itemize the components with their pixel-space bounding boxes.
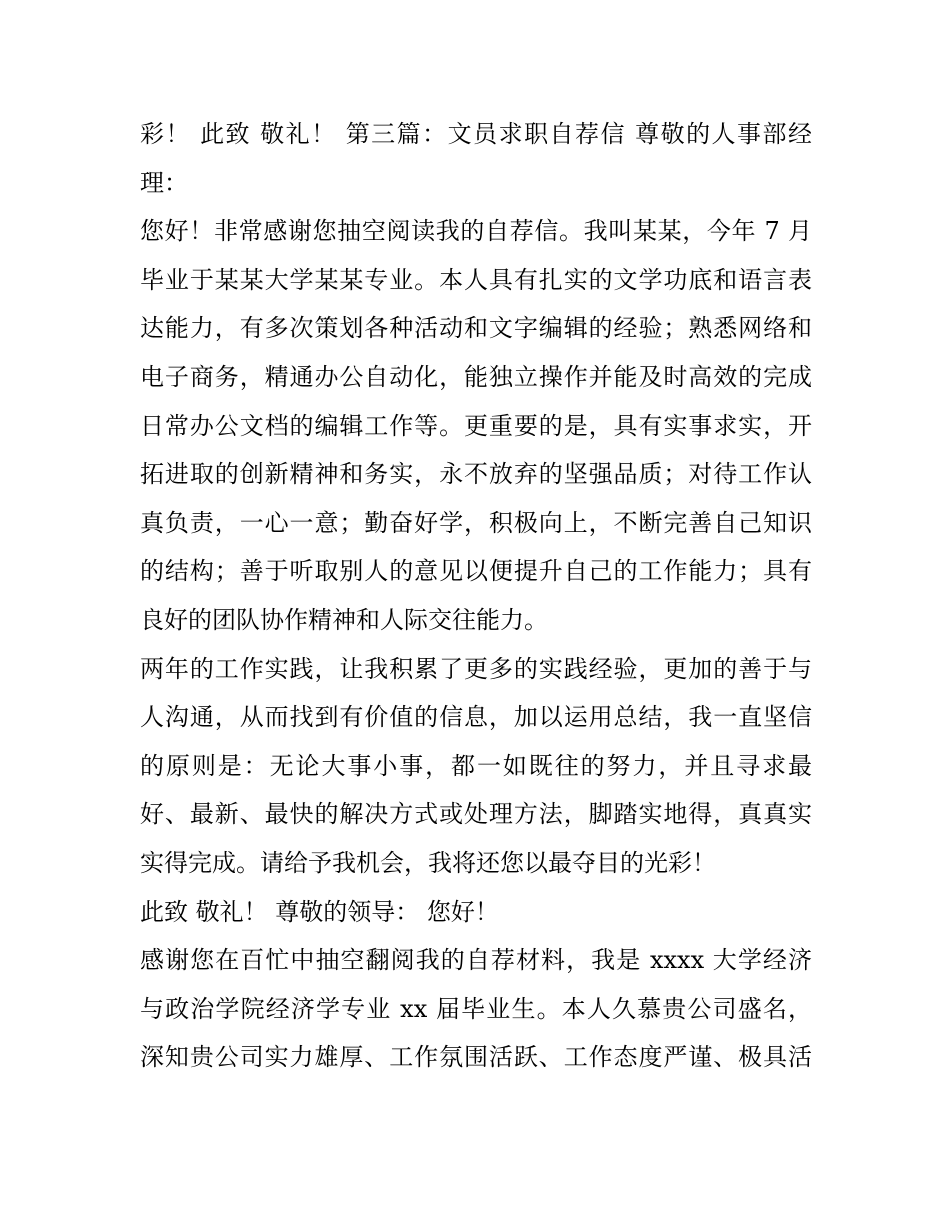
text-line: 实得完成。请给予我机会，我将还您以最夺目的光彩！ (140, 848, 716, 877)
text-line: 电子商务，精通办公自动化，能独立操作并能及时高效的完成 (140, 362, 812, 391)
text-line: 好、最新、最快的解决方式或处理方法，脚踏实地得，真真实 (140, 800, 812, 829)
text-line: 理： (140, 168, 188, 197)
text-line: 良好的团队协作精神和人际交往能力。 (140, 605, 548, 634)
text-line: 彩！ 此致 敬礼！ 第三篇：文员求职自荐信 尊敬的人事部经 (140, 120, 812, 148)
text-line: 感谢您在百忙中抽空翻阅我的自荐材料，我是 xxxx 大学经济 (140, 946, 812, 975)
text-line: 真负责，一心一意；勤奋好学，积极向上，不断完善自己知识 (140, 508, 812, 537)
document-body (140, 110, 812, 1082)
text-line: 与政治学院经济学专业 xx 届毕业生。本人久慕贵公司盛名， (140, 994, 812, 1023)
text-line: 达能力，有多次策划各种活动和文字编辑的经验；熟悉网络和 (140, 314, 812, 343)
text-line: 毕业于某某大学某某专业。本人具有扎实的文学功底和语言表 (140, 265, 812, 294)
text-line: 人沟通，从而找到有价值的信息，加以运用总结，我一直坚信 (140, 703, 812, 732)
text-line: 深知贵公司实力雄厚、工作氛围活跃、工作态度严谨、极具活 (140, 1043, 812, 1072)
text-line: 的结构；善于听取别人的意见以便提升自己的工作能力；具有 (140, 557, 812, 586)
text-line: 的原则是：无论大事小事，都一如既往的努力，并且寻求最 (140, 751, 812, 780)
text-line: 您好！非常感谢您抽空阅读我的自荐信。我叫某某，今年 7 月 (140, 217, 812, 246)
text-line: 此致 敬礼！ 尊敬的领导： 您好！ (140, 897, 499, 926)
text-line: 拓进取的创新精神和务实，永不放弃的坚强品质；对待工作认 (140, 460, 812, 489)
text-line: 日常办公文档的编辑工作等。更重要的是，具有实事求实，开 (140, 411, 812, 440)
text-line: 两年的工作实践，让我积累了更多的实践经验，更加的善于与 (140, 654, 812, 683)
